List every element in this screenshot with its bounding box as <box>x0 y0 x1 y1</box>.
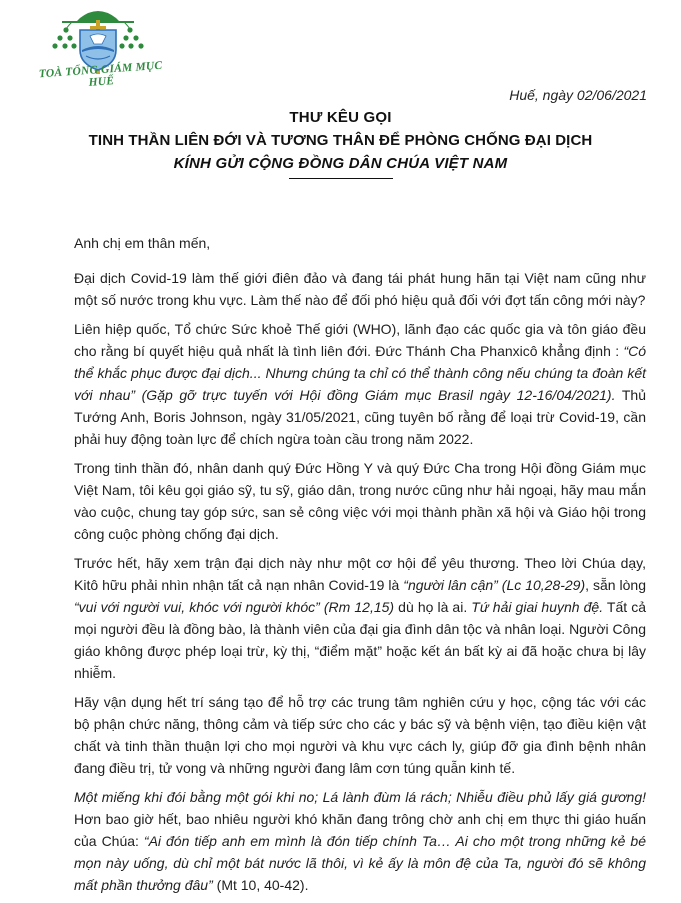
letter-body <box>74 232 646 903</box>
greeting: Anh chị em thân mến, <box>74 235 211 251</box>
paragraph-3: Trong tinh thần đó, nhân danh quý Đức Hồng Y và quý Đức Cha trong Hội đồng Giám mục Việt Nam, tôi kêu gọi giáo sỹ, tu sỹ, giáo dân, trong nước cũng như hải ngoại, hãy mau mắn vào cuộc, chung tay góp sức, san sẻ công việc với mọi thành phần xã hội và Giáo hội trong công cuộc phòng chống đại dịch. <box>74 460 646 542</box>
gospel-quote: “Ai đón tiếp anh em mình là đón tiếp chính Ta… Ai cho một trong những kẻ bé mọn này uống, dù chỉ một bát nước lã thôi, vì kẻ ấy là môn đệ của Ta, người đó sẽ không mất phần thưởng đâu” <box>74 833 646 893</box>
proverbs: Một miếng khi đói bằng một gói khi no; Lá lành đùm lá rách; Nhiễu điều phủ lấy giá gương! <box>74 789 646 805</box>
pope-quote: “Có thể khắc phục được đại dịch... Nhưng chúng ta chỉ có thể thành công nếu chúng ta đoàn kết với nhau” (Gặp gỡ trực tuyến với Hội đồng Giám mục Brasil ngày 12-16/04/2021). <box>74 343 646 403</box>
quote-neighbor: “người lân cận” (Lc 10,28-29) <box>403 577 586 593</box>
proverb-brotherhood: Tứ hải giai huynh đệ. <box>471 599 604 615</box>
archdiocese-logo <box>22 6 174 90</box>
title-solidarity: TINH THẦN LIÊN ĐỚI VÀ TƯƠNG THÂN ĐỂ PHÒNG CHỐNG ĐẠI DỊCH <box>88 132 593 149</box>
quote-rejoice: “vui với người vui, khóc với người khóc” (Rm 12,15) <box>74 599 395 615</box>
paragraph-1: Đại dịch Covid-19 làm thế giới điên đảo và đang tái phát hung hãn tại Việt nam cũng như một số nước trong khu vực. Làm thế nào để đối phó hiệu quả đối với đợt tấn công mới này? <box>74 270 646 308</box>
paragraph-2: Liên hiệp quốc, Tổ chức Sức khoẻ Thế giới (WHO), lãnh đạo các quốc gia và tôn giáo đều cho rằng bí quyết hiệu quả nhất là tình liên đới. Đức Thánh Cha Phanxicô khẳng định : “Có thể khắc phục được đại dịch... Nhưng chúng ta chỉ có thể thành công nếu chúng ta đoàn kết với nhau” (Gặp gỡ trực tuyến với Hội đồng Giám mục Brasil ngày 12-16/04/2021). Thủ Tướng Anh, Boris Johnson, ngày 31/05/2021, cũng tuyên bố rằng để loại trừ Covid-19, cần phải huy động toàn lực để chích ngừa toàn cầu trong năm 2022. <box>74 321 646 447</box>
logo-caption: TOÀ TỔNG GIÁM MỤC HUẾ <box>38 59 163 89</box>
letter-date: Huế, ngày 02/06/2021 <box>509 87 647 103</box>
title-recipient: KÍNH GỬI CỘNG ĐỒNG DÂN CHÚA VIỆT NAM <box>173 155 508 172</box>
title-appeal: THƯ KÊU GỌI <box>289 109 392 126</box>
title-underline <box>289 178 393 179</box>
paragraph-5: Hãy vận dụng hết trí sáng tạo để hỗ trợ các trung tâm nghiên cứu y học, cộng tác với các bộ phận chức năng, thông cảm và tiếp sức cho các y bác sỹ và bệnh viện, tạo điều kiện vật chất và tinh thần thuận lợi cho mọi người và khu vực cách ly, giúp đỡ gia đình bệnh nhân đang điều trị, tử vong và những người đang lâm cơn túng quẫn kinh tế. <box>74 694 646 776</box>
letter-heading <box>0 107 681 179</box>
paragraph-6: Một miếng khi đói bằng một gói khi no; Lá lành đùm lá rách; Nhiễu điều phủ lấy giá gương! Hơn bao giờ hết, bao nhiêu người khó khăn đang trông chờ anh chị em thực thi giáo huấn của Chúa: “Ai đón tiếp anh em mình là đón tiếp chính Ta… Ai cho một trong những kẻ bé mọn này uống, dù chỉ một bát nước lã thôi, vì kẻ ấy là môn đệ của Ta, người đó sẽ không mất phần thưởng đâu” (Mt 10, 40-42). <box>74 789 646 893</box>
paragraph-4: Trước hết, hãy xem trận đại dịch này như một cơ hội để yêu thương. Theo lời Chúa dạy, Kitô hữu phải nhìn nhận tất cả nạn nhân Covid-19 là “người lân cận” (Lc 10,28-29), sẵn lòng “vui với người vui, khóc với người khóc” (Rm 12,15) dù họ là ai. Tứ hải giai huynh đệ. Tất cả mọi người đều là đồng bào, là thành viên của đại gia đình dân tộc và nhân loại. Người Công giáo không được phép loại trừ, kỳ thị, “điểm mặt” hoặc kết án bất kỳ ai đã hoặc chưa bị lây nhiễm. <box>74 555 646 681</box>
